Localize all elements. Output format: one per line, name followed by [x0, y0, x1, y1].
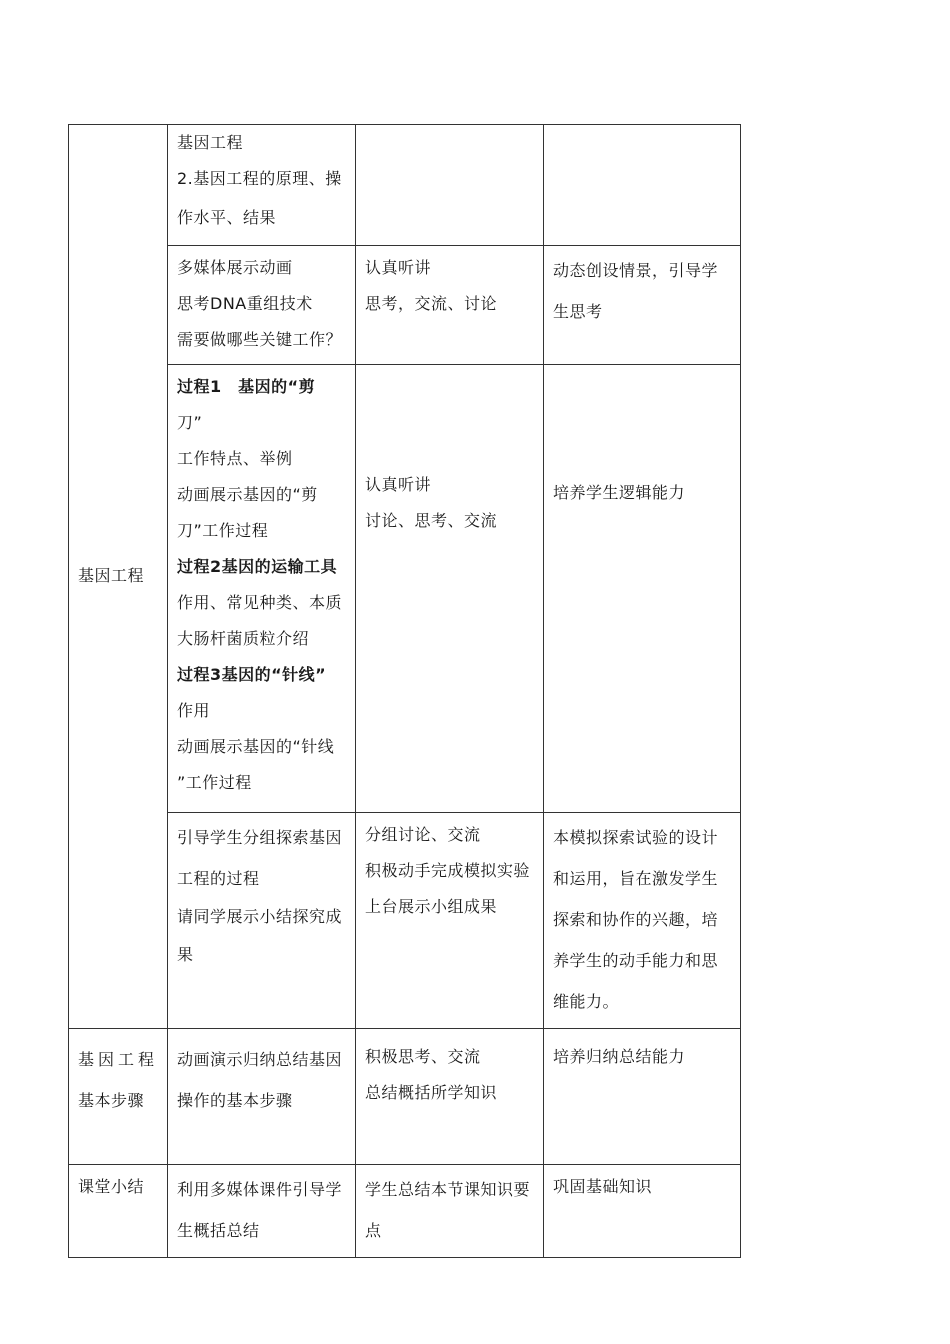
- intent-line: 巩固基础知识: [553, 1177, 653, 1196]
- content-line: 刀”工作过程: [177, 521, 269, 540]
- content-line: 动画演示归纳总结基因: [177, 1050, 343, 1069]
- content-line: 思考DNA重组技术: [177, 294, 313, 313]
- table-row: [69, 813, 741, 1029]
- stage-cell: [69, 125, 168, 1029]
- content-line: 动画展示基因的“剪: [177, 485, 318, 504]
- content-line: 动画展示基因的“针线: [177, 737, 335, 756]
- intent-line: 维能力。: [553, 992, 620, 1011]
- intent-cell: [544, 813, 741, 1029]
- content-line: ”工作过程: [177, 773, 252, 792]
- content-line: 需要做哪些关键工作？: [177, 330, 343, 349]
- student-line: 思考，交流、讨论: [365, 294, 498, 313]
- student-line: 分组讨论、交流: [365, 825, 481, 844]
- table-row: [69, 1165, 741, 1258]
- intent-cell: [544, 1165, 741, 1258]
- intent-line: 养学生的动手能力和思: [553, 951, 719, 970]
- intent-line: 和运用，旨在激发学生: [553, 869, 719, 888]
- process-heading: 过程3基因的“针线”: [177, 665, 327, 684]
- student-line: 上台展示小组成果: [365, 897, 498, 916]
- content-line: 大肠杆菌质粒介绍: [177, 629, 310, 648]
- content-cell: [168, 246, 356, 365]
- content-line: 2.基因工程的原理、操: [177, 169, 342, 188]
- intent-line: 培养学生逻辑能力: [553, 483, 686, 502]
- content-line: 生概括总结: [177, 1221, 260, 1240]
- lesson-plan-table: [68, 124, 741, 1258]
- stage-cell: [69, 1029, 168, 1165]
- content-line: 果: [177, 945, 194, 964]
- content-line: 请同学展示小结探究成: [177, 907, 343, 926]
- stage-cell: [69, 1165, 168, 1258]
- student-line: 学生总结本节课知识要: [365, 1180, 531, 1199]
- content-cell: [168, 1165, 356, 1258]
- content-line: 多媒体展示动画: [177, 258, 293, 277]
- stage-label: 课堂小结: [78, 1177, 145, 1196]
- intent-line: 生思考: [553, 302, 603, 321]
- student-cell: [356, 1165, 544, 1258]
- student-line: 认真听讲: [365, 258, 432, 277]
- content-line: 引导学生分组探索基因: [177, 828, 343, 847]
- intent-line: 探索和协作的兴趣，培: [553, 910, 719, 929]
- intent-cell: [544, 365, 741, 813]
- student-line: 讨论、思考、交流: [365, 511, 498, 530]
- stage-label: 基本步骤: [78, 1091, 145, 1110]
- content-line: 作水平、结果: [177, 208, 277, 227]
- intent-cell: [544, 125, 741, 246]
- stage-label: 基因工程: [78, 1050, 159, 1069]
- process-heading: 过程1 基因的“剪: [177, 377, 316, 396]
- student-line: 积极动手完成模拟实验: [365, 861, 531, 880]
- student-cell: [356, 813, 544, 1029]
- student-cell: [356, 1029, 544, 1165]
- student-cell: [356, 246, 544, 365]
- content-line: 工程的过程: [177, 869, 260, 888]
- content-line: 利用多媒体课件引导学: [177, 1180, 343, 1199]
- intent-line: 培养归纳总结能力: [553, 1047, 686, 1066]
- table-row: [69, 1029, 741, 1165]
- student-line: 认真听讲: [365, 475, 432, 494]
- table-row: [69, 365, 741, 813]
- content-cell: [168, 1029, 356, 1165]
- stage-label: 基因工程: [78, 565, 145, 585]
- intent-line: 本模拟探索试验的设计: [553, 828, 719, 847]
- table-row: [69, 246, 741, 365]
- intent-cell: [544, 246, 741, 365]
- student-line: 积极思考、交流: [365, 1047, 481, 1066]
- content-line: 基因工程: [177, 133, 244, 152]
- student-line: 点: [365, 1221, 382, 1240]
- content-line: 工作特点、举例: [177, 449, 293, 468]
- table-row: [69, 125, 741, 246]
- process-heading: 过程2基因的运输工具: [177, 557, 338, 576]
- student-cell: [356, 365, 544, 813]
- content-line: 作用、常见种类、本质: [177, 593, 343, 612]
- student-cell: [356, 125, 544, 246]
- student-line: 总结概括所学知识: [365, 1083, 498, 1102]
- intent-cell: [544, 1029, 741, 1165]
- content-cell: [168, 813, 356, 1029]
- intent-line: 动态创设情景，引导学: [553, 261, 719, 280]
- content-line: 刀”: [177, 413, 203, 432]
- content-line: 操作的基本步骤: [177, 1091, 293, 1110]
- content-line: 作用: [177, 701, 211, 720]
- content-cell: [168, 365, 356, 813]
- content-cell: [168, 125, 356, 246]
